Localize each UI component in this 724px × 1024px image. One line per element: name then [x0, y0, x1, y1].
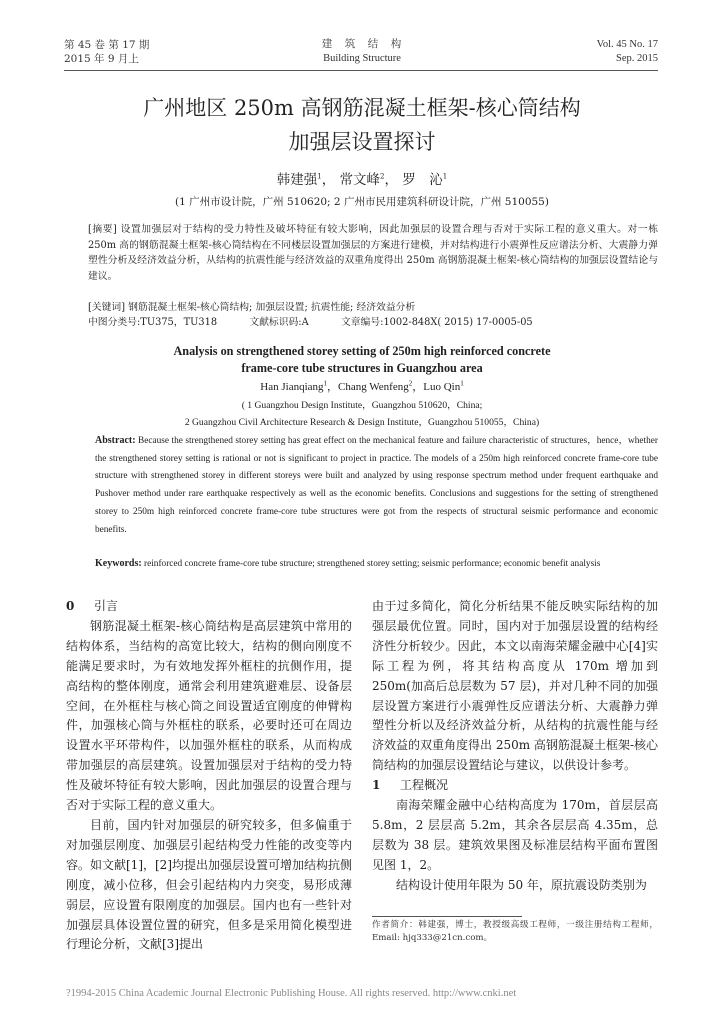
abstract-cn	[88, 222, 658, 284]
article-no-label: 文章编号:	[340, 317, 384, 328]
title-en-line-1: Analysis on strengthened storey setting of 250m high reinforced concrete	[173, 344, 551, 358]
header-rule	[64, 70, 658, 71]
body-right-column	[372, 597, 658, 896]
paragraph-intro-1: 钢筋混凝土框架-核心筒结构是高层建筑中常用的结构体系，当结构的高宽比较大，结构的侧向刚度不能满足要求时，为有效地发挥外框柱的抗侧作用，提高结构的整体刚度，通常会利用建筑避难层、设备层空间，在外框柱与核心筒之间设置适宜刚度的伸臂构件，加强核心筒与外框柱的联系，必要时还可在周边设置水平环带构件，以加强外框柱的联系，从而构成带加强层的高层建筑。设置加强层对于结构的受力特性及破坏特征有较大影响，因此加强层的设置合理与否对于实际工程的意义重大。	[66, 618, 352, 813]
author-sup: 1	[442, 172, 448, 181]
abstract-en-label: Abstract:	[95, 435, 136, 446]
paragraph-intro-2: 目前，国内针对加强层的研究较多，但多偏重于对加强层刚度、加强层引起结构受力性能的改变等内容。如文献[1]，[2]均提出加强层设置可增加结构抗侧刚度，减小位移，但会引起结构内力突变，易形成薄弱层，应设置有限刚度的加强层。国内也有一些针对加强层具体设置位置的研究，但多是采用简化模型进行理论分析，文献[3]提出	[66, 817, 352, 952]
section-heading-0	[66, 597, 352, 617]
author-name: 韩建强	[276, 172, 318, 188]
header-date-en: Sep. 2015	[616, 53, 658, 64]
keywords-cn	[88, 300, 658, 315]
author-sup: 2	[380, 172, 385, 181]
header-journal-cn: 建 筑 结 构	[321, 38, 403, 50]
author-name: 常文峰	[339, 172, 381, 188]
header-vol-en: Vol. 45 No. 17	[596, 39, 658, 50]
authors-en	[0, 380, 724, 395]
body-left-column	[66, 597, 352, 955]
header-date: 2015 年 9 月上	[64, 53, 139, 65]
section-number: 1	[372, 778, 381, 793]
author-en-name: Han Jianqiang	[260, 381, 324, 393]
title-en-line-2: frame-core tube structures in Guangzhou area	[241, 361, 483, 375]
section-title: 引言	[94, 599, 119, 613]
author-list	[0, 171, 724, 189]
affiliation-en-2: 2 Guangzhou Civil Architecture Research & Design Institute，Guangzhou 510055，China)	[184, 417, 540, 428]
author-en-sup: 1	[460, 379, 464, 388]
header-volume: 第 45 卷 第 17 期	[64, 39, 150, 51]
author-en-sup: 2	[408, 379, 413, 388]
author-footnote: 作者简介：韩建强，博士，教授级高级工程师，一级注册结构工程师，Email: hjq333@21cn.com。	[372, 920, 658, 943]
abstract-en	[95, 432, 658, 539]
doc-code-label: 文献标识码:	[249, 317, 302, 328]
keywords-en-text: reinforced concrete frame-core tube structure; strengthened storey setting; seismic performance; economic benefit analysis	[144, 559, 601, 569]
author-en-name: ，Chang Wenfeng	[327, 381, 409, 393]
author-en-sup: 1	[323, 379, 328, 388]
keywords-en-label: Keywords:	[95, 558, 142, 569]
section-heading-1	[372, 776, 658, 796]
copyright-footer: ?1994-2015 China Academic Journal Electronic Publishing House. All rights reserved. http://www.cnki.net	[66, 988, 517, 999]
section-number: 0	[66, 599, 75, 613]
keywords-cn-label: [关键词]	[88, 302, 126, 313]
section-title: 工程概况	[400, 778, 449, 793]
doc-code-value: A	[301, 317, 309, 328]
author-separator: ，	[384, 172, 398, 188]
affiliation-en-1: ( 1 Guangzhou Design Institute，Guangzhou 510620，China;	[241, 400, 483, 411]
author-en-name: ，Luo Qin	[412, 381, 461, 393]
title-line-2: 加强层设置探讨	[288, 130, 436, 154]
header-journal-en: Building Structure	[323, 53, 401, 64]
classification-line	[88, 315, 658, 330]
footnote-rule	[372, 916, 522, 917]
author-affiliation: (1 广州市设计院，广州 510620; 2 广州市民用建筑科研设计院，广州 510055)	[175, 196, 549, 208]
keywords-cn-text: 钢筋混凝土框架-核心筒结构; 加强层设置; 抗震性能; 经济效益分析	[128, 302, 416, 313]
paragraph-overview-1: 南海荣耀金融中心结构高度为 170m，首层层高 5.8m，2 层层高 5.2m，其余各层层高 4.35m，总层数为 38 层。建筑效果图及标准层结构平面布置图见图 1，2。	[372, 798, 658, 872]
author-name: 罗 沁	[402, 172, 443, 188]
title-line-1: 广州地区 250m 高钢筋混凝土框架-核心筒结构	[143, 96, 581, 120]
keywords-en	[95, 555, 658, 573]
paragraph-overview-2: 结构设计使用年限为 50 年，原抗震设防类别为	[396, 877, 647, 892]
paragraph-intro-3: 由于过多简化，简化分析结果不能反映实际结构的加强层最优位置。同时，国内对于加强层设置的结构经济性分析较少。因此，本文以南海荣耀金融中心[4]实际工程为例，将其结构高度从 170m 增加到 250m(加高后总层数为 57 层)，并对几种不同的加强层设置方案进行小震弹性反应谱法分析、大震静力弹塑性分析以及经济效益分析，从结构的抗震性能与经济效益的双重角度得出 250m 高钢筋混凝土框架-核心筒结构的加强层设置结论与建议，以供设计参考。	[372, 599, 658, 773]
author-separator: ，	[321, 172, 336, 188]
abstract-cn-text: 设置加强层对于结构的受力特性及破坏特征有较大影响，因此加强层的设置合理与否对于实际工程的意义重大。对一栋 250m 高的钢筋混凝土框架-核心筒结构在不同楼层设置加强层的方案进行建模，并对结构进行小震弹性反应谱法分析、大震静力弹塑性分析及经济效益分析，从结构的抗震性能与经济效益的双重角度得出 250m 高钢筋混凝土框架-核心筒结构的加强层设置结论与建议。	[88, 224, 658, 282]
abstract-cn-label: [摘要]	[88, 224, 117, 235]
abstract-en-text: Because the strengthened storey setting has great effect on the mechanical feature and failure characteristic of structures，hence，whether the strengthened storey setting is rational or not is significant to project in practice. The models of a 250m high reinforced concrete frame-core tube structure with strengthened storey in different storeys were built and analyzed by using response spectrum method under frequent earthquake and Pushover method under rare earthquake respectively as well as the economic benefits. Conclusions and suggestions for the setting of strengthened storey to 250m high reinforced concrete frame-core tube structures were got from the respects of structural seismic performance and economic benefits.	[95, 436, 658, 535]
author-sup: 1	[317, 172, 322, 181]
class-label: 中图分类号:	[88, 317, 141, 328]
class-value: TU375，TU318	[140, 317, 218, 328]
article-no-value: 1002-848X( 2015) 17-0005-05	[383, 317, 533, 328]
